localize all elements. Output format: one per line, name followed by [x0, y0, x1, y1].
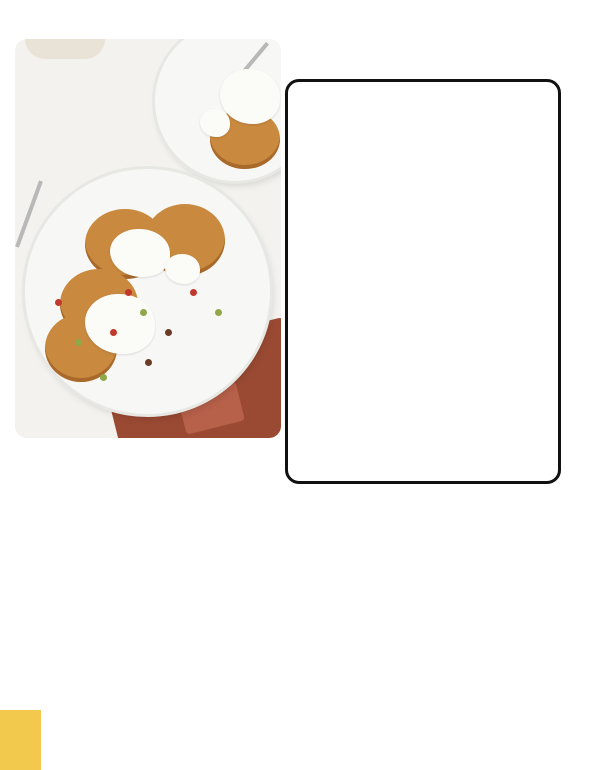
- cream-1: [110, 229, 170, 277]
- cup-shape: [25, 39, 105, 59]
- cacao-nib: [145, 359, 152, 366]
- small-cream-2: [200, 109, 230, 137]
- cream-2: [85, 294, 155, 354]
- pumpkin-seed: [215, 309, 222, 316]
- pumpkin-seed: [75, 339, 82, 346]
- goji-berry: [110, 329, 117, 336]
- goji-berry: [190, 289, 197, 296]
- page-number-badge: [0, 710, 41, 770]
- pumpkin-seed: [100, 374, 107, 381]
- cream-3: [165, 254, 200, 284]
- small-cream: [220, 69, 280, 124]
- pancake-photo: [15, 39, 281, 438]
- pumpkin-seed: [140, 309, 147, 316]
- ingredients-box: [285, 79, 561, 484]
- goji-berry: [55, 299, 62, 306]
- cacao-nib: [165, 329, 172, 336]
- goji-berry: [125, 289, 132, 296]
